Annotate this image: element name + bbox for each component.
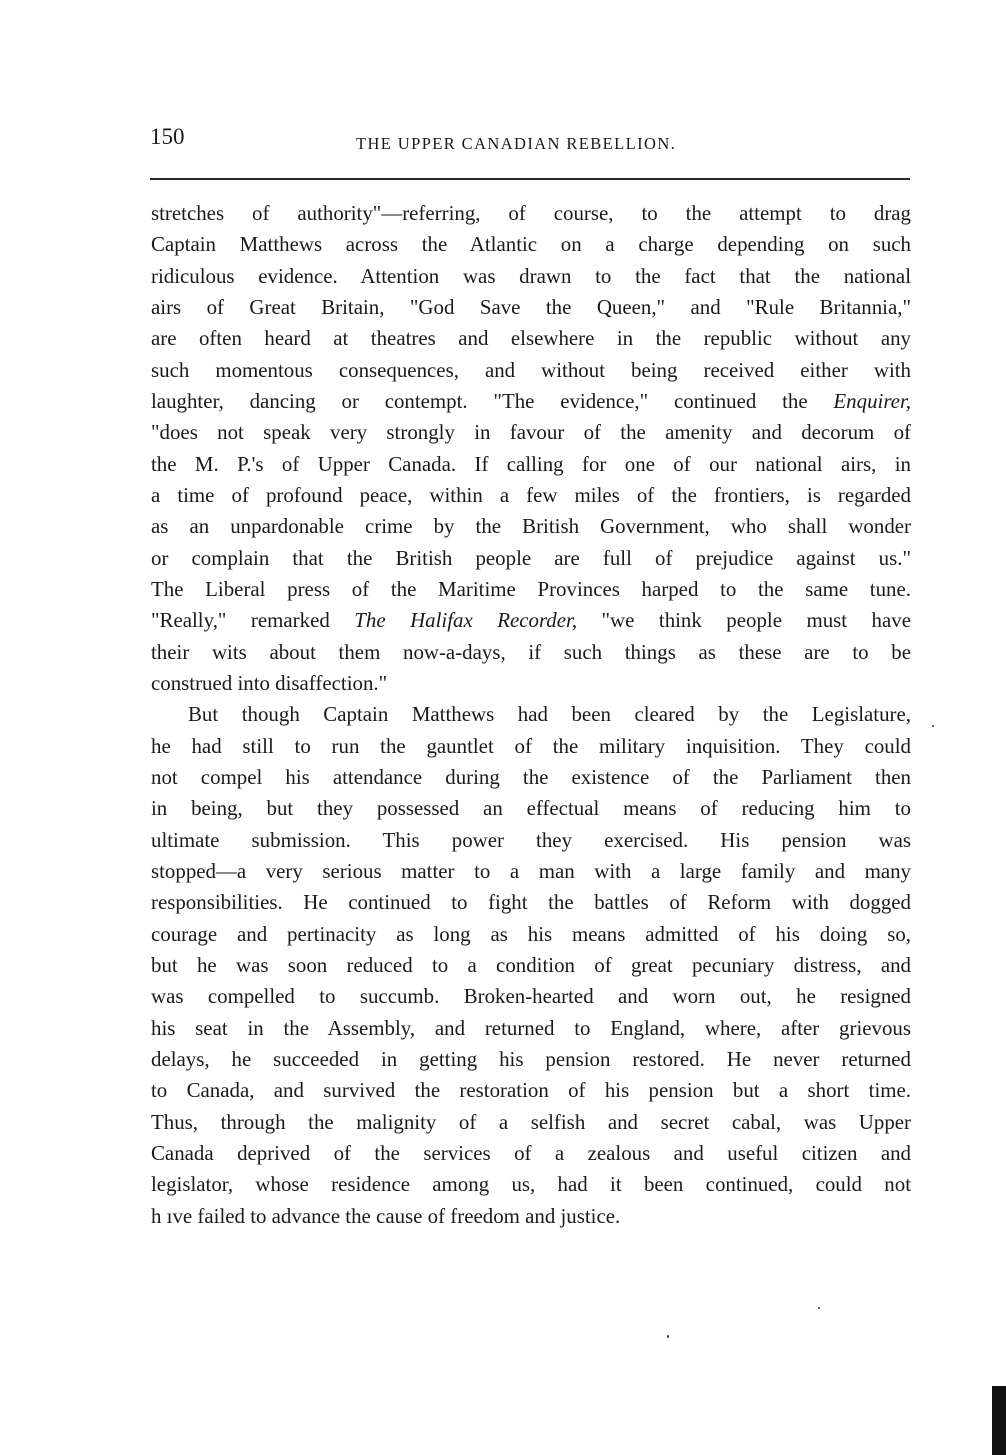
text-run: h ıve failed to advance the cause of freedom and justice. <box>151 1203 621 1228</box>
text-line <box>151 511 911 542</box>
text-line <box>151 793 911 824</box>
text-line <box>151 1044 911 1075</box>
scan-speck <box>667 1335 669 1338</box>
text-line <box>151 229 911 260</box>
text-line <box>151 480 911 511</box>
text-run: as an unpardonable crime by the British Government, who shall wonder <box>151 514 911 539</box>
text-run: not compel his attendance during the existence of the Parliament then <box>151 764 911 789</box>
text-run: their wits about them now-a-days, if such things as these are to be <box>151 639 911 664</box>
italic-title: The Halifax Recorder, <box>354 608 578 633</box>
text-run: ridiculous evidence. Attention was drawn to the fact that the national <box>151 263 911 288</box>
text-line <box>151 543 911 574</box>
text-run: Captain Matthews across the Atlantic on a charge depending on such <box>151 232 911 257</box>
text-line <box>151 355 911 386</box>
text-line <box>151 323 911 354</box>
text-run: courage and pertinacity as long as his means admitted of his doing so, <box>151 921 911 946</box>
text-run: The Liberal press of the Maritime Provinces harped to the same tune. <box>151 576 911 601</box>
text-run: are often heard at theatres and elsewhere in the republic without any <box>151 326 911 351</box>
text-run: responsibilities. He continued to fight the battles of Reform with dogged <box>151 890 911 915</box>
text-line <box>151 637 911 668</box>
text-run: was compelled to succumb. Broken-hearted and worn out, he resigned <box>151 984 911 1009</box>
text-line <box>151 574 911 605</box>
text-run: such momentous consequences, and without being received either with <box>151 357 911 382</box>
text-run: stopped—a very serious matter to a man with a large family and many <box>151 858 911 883</box>
text-line <box>151 699 911 730</box>
text-run: or complain that the British people are full of prejudice against us." <box>151 545 911 570</box>
body-text <box>151 198 911 1232</box>
text-line <box>151 887 911 918</box>
text-line <box>151 605 911 636</box>
text-run: "does not speak very strongly in favour of the amenity and decorum of <box>151 420 911 445</box>
text-run: legislator, whose residence among us, had it been continued, could not <box>151 1172 911 1197</box>
text-line <box>151 198 911 229</box>
text-run: laughter, dancing or contempt. "The evidence," continued the <box>151 388 834 413</box>
text-run: Thus, through the malignity of a selfish and secret cabal, was Upper <box>151 1109 911 1134</box>
text-line <box>151 1013 911 1044</box>
text-line <box>151 731 911 762</box>
text-line <box>151 919 911 950</box>
text-line <box>151 261 911 292</box>
text-line <box>151 950 911 981</box>
text-line <box>151 417 911 448</box>
text-run: to Canada, and survived the restoration of his pension but a short time. <box>151 1078 911 1103</box>
text-run: "we think people must have <box>577 608 911 633</box>
text-line <box>151 668 911 699</box>
text-run: airs of Great Britain, "God Save the Queen," and "Rule Britannia," <box>151 294 911 319</box>
running-head-title: THE UPPER CANADIAN REBELLION. <box>356 134 677 153</box>
text-line <box>151 762 911 793</box>
text-run: Canada deprived of the services of a zealous and useful citizen and <box>151 1140 911 1165</box>
text-run: a time of profound peace, within a few miles of the frontiers, is regarded <box>151 482 911 507</box>
text-line <box>151 856 911 887</box>
text-line <box>151 981 911 1012</box>
text-run: ultimate submission. This power they exercised. His pension was <box>151 827 911 852</box>
text-line <box>151 292 911 323</box>
text-line <box>151 449 911 480</box>
text-run: delays, he succeeded in getting his pension restored. He never returned <box>151 1046 911 1071</box>
text-run: the M. P.'s of Upper Canada. If calling for one of our national airs, in <box>151 451 911 476</box>
text-run: he had still to run the gauntlet of the military inquisition. They could <box>151 733 911 758</box>
text-line <box>151 1201 911 1232</box>
text-run: stretches of authority"—referring, of course, to the attempt to drag <box>151 201 911 225</box>
scan-edge-mark <box>992 1386 1006 1455</box>
text-line <box>151 1138 911 1169</box>
header-rule <box>150 178 910 180</box>
text-line <box>151 1169 911 1200</box>
scan-speck <box>818 1307 820 1309</box>
text-line <box>151 825 911 856</box>
text-run: But though Captain Matthews had been cleared by the Legislature, <box>188 702 911 727</box>
text-line <box>151 386 911 417</box>
text-run: construed into disaffection." <box>151 670 388 695</box>
paragraph <box>151 699 911 1232</box>
paragraph <box>151 198 911 699</box>
text-run: "Really," remarked <box>151 608 355 633</box>
scan-speck <box>932 725 934 727</box>
text-run: his seat in the Assembly, and returned to England, where, after grievous <box>151 1015 911 1040</box>
italic-title: Enquirer, <box>833 388 911 413</box>
text-run: in being, but they possessed an effectual means of reducing him to <box>151 796 911 821</box>
text-line <box>151 1075 911 1106</box>
page-number: 150 <box>150 124 185 149</box>
text-run: but he was soon reduced to a condition of great pecuniary distress, and <box>151 952 911 977</box>
text-line <box>151 1107 911 1138</box>
